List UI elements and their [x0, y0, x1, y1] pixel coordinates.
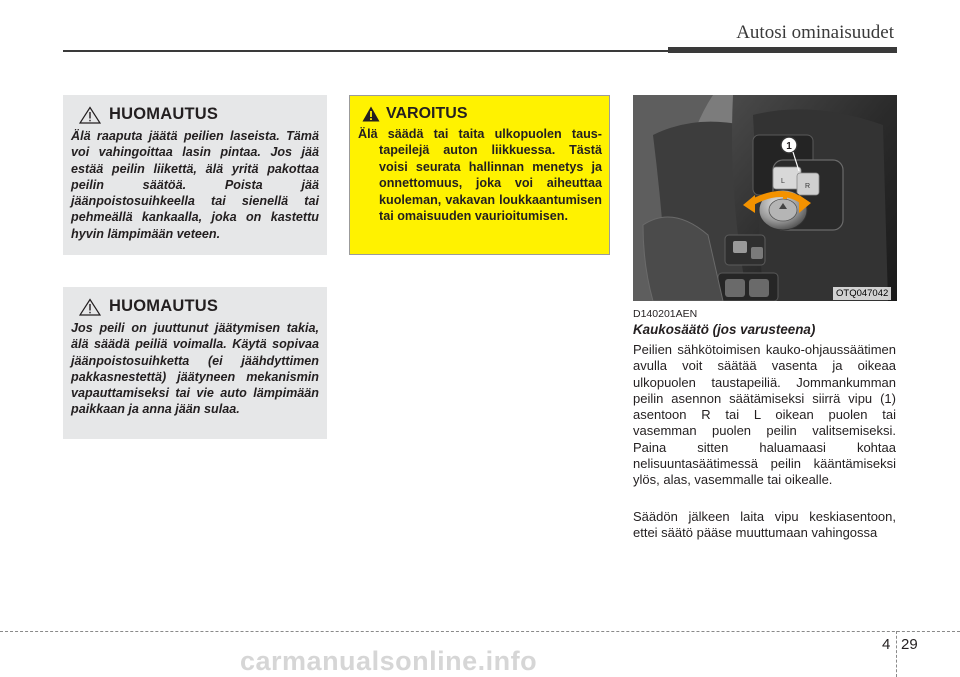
footer-separator [896, 631, 897, 677]
warning-box [349, 95, 610, 255]
header-rule [63, 50, 668, 52]
chapter-number: 4 [882, 636, 891, 653]
caution-title: HUOMAUTUS [109, 105, 219, 123]
svg-text:R: R [805, 183, 811, 190]
section-heading: Kaukosäätö (jos varusteena) [633, 322, 816, 337]
body-paragraph-2: Säädön jälkeen laita vipu keskiasentoon, ettei säätö pääse muuttumaan vahingossa [633, 509, 896, 541]
caution-box-1 [63, 95, 327, 255]
figure-callout: 1 [786, 141, 792, 152]
caution-text: Älä raaputa jäätä peilien laseista. Tämä voi vahingoittaa lasin pintaa. Jos jää estää peilin liikettä, älä yritä pakottaa peilin säätöä. Poista jää jäänpoistosuihkeella tai sienellä tai pehmeällä kankaalla, joka on kastettu hyvin lämpimään veteen. [71, 129, 319, 241]
page-number: 29 [901, 636, 918, 653]
caution-box-2 [63, 287, 327, 439]
warning-text: Älä säädä tai taita ulkopuolen taustapeilejä auton liikkuessa. Tästä voisi seurata hallinnan menetys ja onnettomuus, joka voi aiheuttaa kuoleman, vakavan loukkaantumisen tai omaisuuden vaurioitumisen. [358, 127, 602, 224]
svg-text:L: L [781, 178, 785, 185]
section-title: Autosi ominaisuudet [736, 22, 894, 43]
caution-triangle-icon [79, 106, 101, 124]
header-bar [668, 47, 897, 53]
watermark: carmanualsonline.info [240, 646, 538, 676]
caution-title: HUOMAUTUS [109, 297, 219, 315]
footer-rule [0, 631, 960, 632]
warning-triangle-icon [362, 106, 380, 122]
body-paragraph-1: Peilien sähkötoimisen kauko-ohjaussäätimen avulla voit säätää vasenta ja oikeaa ulkopuolen taustapeiliä. Jommankumman peilin asennon säätämiseksi siirrä vipu (1) asentoon R tai L oikean puolen tai vasemman puolen peilin valitsemiseksi. Paina sitten haluamaasi kohtaa nelisuuntasäätimessä peilin kääntämiseksi ylös, alas, vasemmalle tai oikealle. [633, 342, 896, 488]
mirror-control-photo [633, 95, 897, 301]
caution-text: Jos peili on juuttunut jäätymisen takia, älä säädä peiliä voimalla. Käytä sopivaa jäänpoistosuihketta (ei jäähdyttimen pakkasnestettä) jäätyneen mekanismin vapauttamiseksi tai vie auto lämpimään paikkaan ja anna jään sulaa. [71, 321, 319, 417]
document-id: D140201AEN [633, 308, 698, 320]
warning-title: VAROITUS [386, 105, 468, 122]
caution-triangle-icon [79, 298, 101, 316]
figure-code: OTQ047042 [833, 287, 891, 300]
